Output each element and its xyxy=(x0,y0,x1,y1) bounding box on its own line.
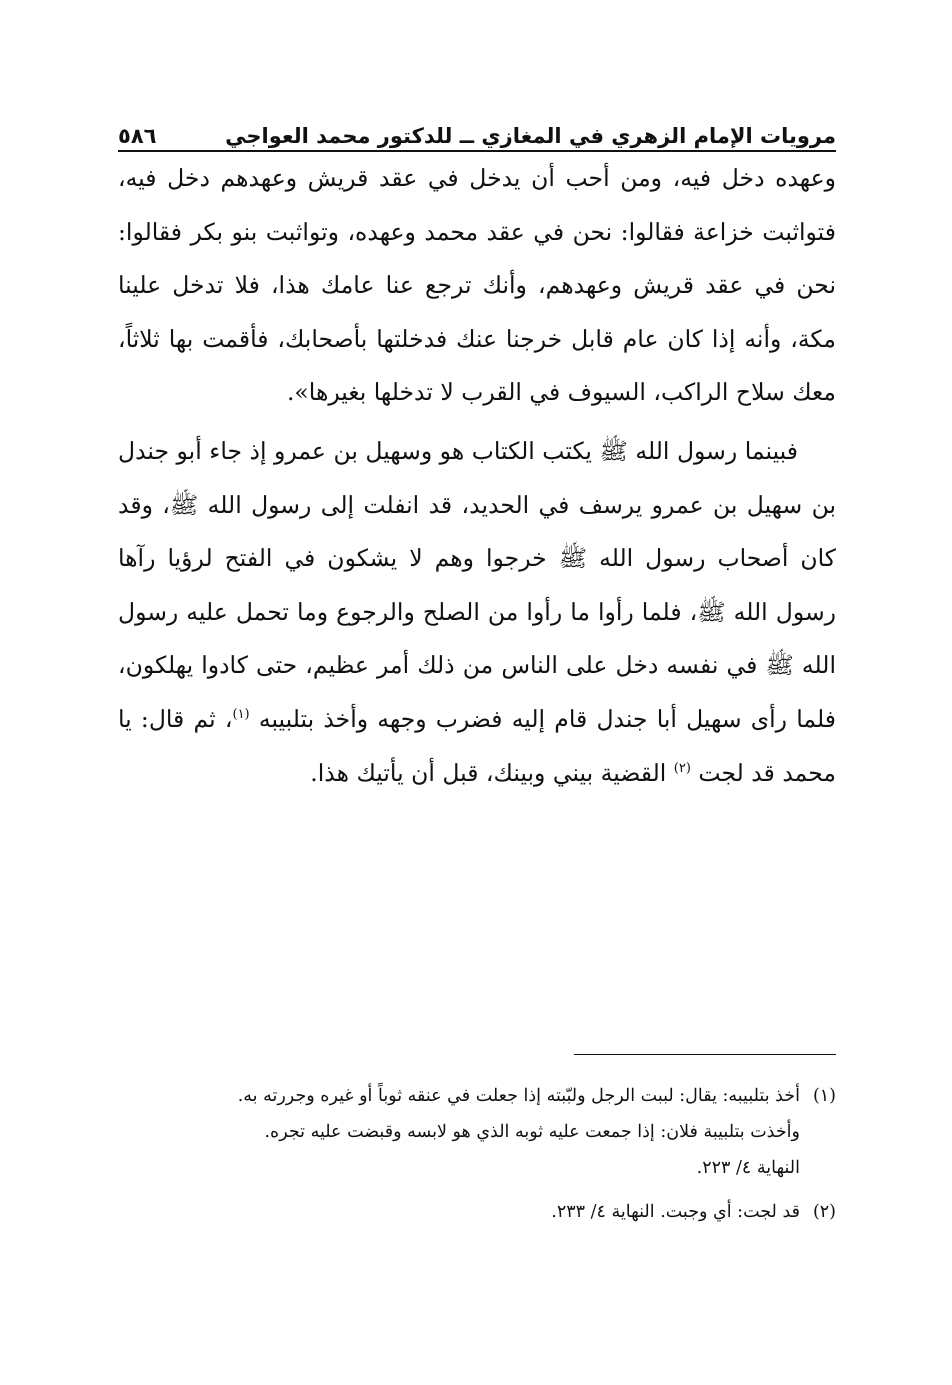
footnote-line: النهاية ٤/ ٢٢٣. xyxy=(696,1158,800,1178)
footnote-reference: (٢) xyxy=(673,760,691,776)
footnote-line: قد لجت: أي وجبت. النهاية ٤/ ٢٣٣. xyxy=(551,1202,800,1222)
footnote-number: (٢) xyxy=(812,1202,836,1222)
page-header xyxy=(118,112,836,148)
footnotes xyxy=(118,1078,836,1230)
paragraph: وعهده دخل فيه، ومن أحب أن يدخل في عقد قريش وعهدهم دخل فيه، فتواثبت خزاعة فقالوا: نحن في عقد محمد وعهده، وتواثبت بنو بكر فقالوا: نحن في عقد قريش وعهدهم، وأنك ترجع عنا عامك هذا، فلا تدخل علينا مكة، وأنه إذا كان عام قابل خرجنا عنك فدخلتها بأصحابك، فأقمت بها ثلاثاً، معك سلاح الراكب، السيوف في القرب لا تدخلها بغيرها». xyxy=(118,164,836,407)
footnote-reference: (١) xyxy=(232,707,250,723)
footnote-line: أخذ بتلبيبه: يقال: لببت الرجل ولبّبته إذا جعلت في عنقه ثوباً أو غيره وجررته به. xyxy=(237,1086,800,1106)
footnote-number: (١) xyxy=(812,1086,836,1106)
footnote-body xyxy=(118,1078,800,1186)
footnote-divider xyxy=(574,1054,836,1055)
footnote-body xyxy=(118,1194,800,1230)
paragraph xyxy=(118,425,836,800)
paragraph-text: فبينما رسول الله ﷺ يكتب الكتاب هو وسهيل بن عمرو إذ جاء أبو جندل بن سهيل بن عمرو يرسف في الحديد، قد انفلت إلى رسول الله ﷺ، وقد كان أصحاب رسول الله ﷺ خرجوا وهم لا يشكون في الفتح لرؤيا رآها رسول الله ﷺ، فلما رأوا ما رأوا من الصلح والرجوع وما تحمل عليه رسول الله ﷺ في نفسه دخل على الناس من ذلك أمر عظيم، حتى كادوا يهلكون، فلما رأى سهيل أبا جندل قام إليه فضرب وجهه وأخذ بتلبيبه xyxy=(118,436,836,733)
footnote xyxy=(118,1078,836,1186)
paragraph-text: ، ثم قال: يا محمد قد لجت xyxy=(118,704,836,787)
main-text xyxy=(118,152,836,800)
footnote xyxy=(118,1194,836,1230)
running-title: مرويات الإمام الزهري في المغازي ــ للدكتور محمد العواجي xyxy=(225,124,836,148)
page-number: ٥٨٦ xyxy=(118,124,157,148)
footnote-line: وأخذت بتلبيبة فلان: إذا جمعت عليه ثوبه الذي هو لابسه وقبضت عليه تجره. xyxy=(264,1122,800,1142)
paragraph-text: القضية بيني وبينك، قبل أن يأتيك هذا. xyxy=(310,758,667,787)
